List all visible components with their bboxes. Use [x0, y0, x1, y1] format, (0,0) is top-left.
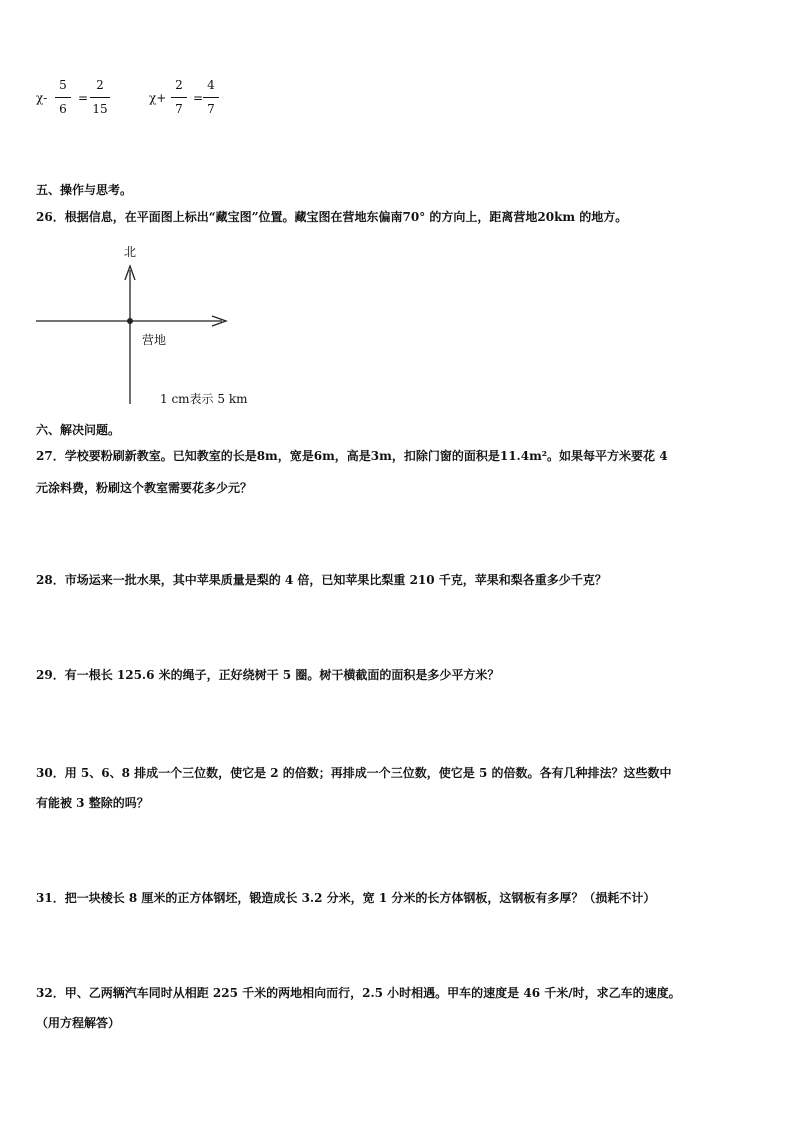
- question-32-line-2: （用方程解答）: [36, 1016, 121, 1030]
- numerator: 5: [59, 78, 67, 92]
- equation-variable: χ-: [36, 91, 48, 105]
- scale-label: 1 cm表示 5 km: [160, 392, 248, 406]
- fraction-bar: [90, 97, 110, 98]
- compass-axes: [36, 240, 256, 410]
- question-29: 29．有一根长 125.6 米的绳子，正好绕树干 5 圈。树干横截面的面积是多少平方米？: [36, 668, 500, 682]
- question-31: 31．把一块棱长 8 厘米的正方体钢坯，锻造成长 3.2 分米，宽 1 分米的长方体钢板，这钢板有多厚？（损耗不计）: [36, 891, 656, 905]
- north-label: 北: [124, 245, 137, 259]
- question-32-line-1: 32．甲、乙两辆汽车同时从相距 225 千米的两地相向而行，2.5 小时相遇。甲车的速度是 46 千米/时，求乙车的速度。: [36, 986, 681, 1000]
- camp-map-diagram: [36, 240, 256, 410]
- equation-2: [149, 78, 229, 122]
- denominator: 6: [59, 102, 67, 116]
- fraction-bar: [203, 97, 219, 98]
- question-28: 28．市场运来一批水果，其中苹果质量是梨的 4 倍，已知苹果比梨重 210 千克，苹果和梨各重多少千克？: [36, 573, 607, 587]
- question-27-line-1: 27．学校要粉刷新教室。已知教室的长是8m，宽是6m，高是3m，扣除门窗的面积是11.4m²。如果每平方米要花 4: [36, 449, 668, 463]
- fraction-bar: [55, 97, 71, 98]
- question-30-line-2: 有能被 3 整除的吗？: [36, 796, 149, 810]
- numerator: 2: [175, 78, 183, 92]
- equals-sign: =: [78, 91, 89, 105]
- denominator: 15: [92, 102, 108, 116]
- section-heading-problems: 六、解决问题。: [36, 423, 121, 437]
- denominator: 7: [175, 102, 183, 116]
- question-26: 26．根据信息，在平面图上标出“藏宝图”位置。藏宝图在营地东偏南70° 的方向上，距离营地20km 的地方。: [36, 210, 628, 224]
- equals-sign: =: [193, 91, 204, 105]
- equation-1: [36, 78, 126, 122]
- equation-variable: χ+: [149, 91, 167, 105]
- camp-point: [127, 318, 133, 324]
- section-heading-operation: 五、操作与思考。: [36, 183, 133, 197]
- numerator: 4: [207, 78, 215, 92]
- question-30-line-1: 30．用 5、6、8 排成一个三位数，使它是 2 的倍数；再排成一个三位数，使它是 5 的倍数。各有几种排法？这些数中: [36, 766, 672, 780]
- question-27-line-2: 元涂料费，粉刷这个教室需要花多少元？: [36, 481, 253, 495]
- camp-label: 营地: [142, 333, 167, 347]
- numerator: 2: [96, 78, 104, 92]
- fraction-bar: [171, 97, 187, 98]
- denominator: 7: [207, 102, 215, 116]
